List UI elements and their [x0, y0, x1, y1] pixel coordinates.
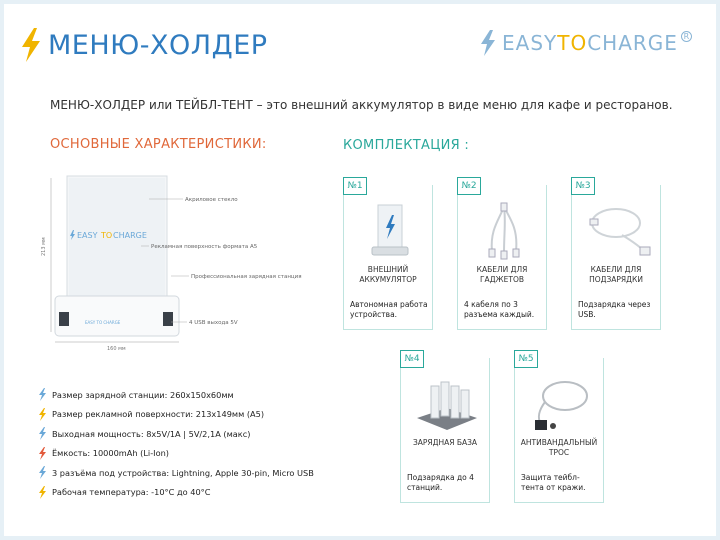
callout-acrylic: Акриловое стекло: [185, 197, 238, 203]
spec-text: Размер рекламной поверхности: 213х149мм (А5): [52, 409, 265, 420]
header: [20, 28, 268, 62]
usb-cable-icon: [582, 201, 654, 261]
panel-brand: [70, 230, 147, 240]
features-heading: ОСНОВНЫЕ ХАРАКТЕРИСТИКИ:: [50, 137, 267, 152]
logo-bolt-icon: [480, 30, 496, 56]
lightning-bolt-icon: [38, 427, 47, 440]
spec-item: [38, 444, 314, 464]
svg-text:CHARGE: CHARGE: [113, 231, 147, 240]
kit-card-number: №4: [400, 350, 424, 368]
kit-card-number: №2: [457, 177, 481, 195]
kit-card-title: КАБЕЛИ ДЛЯ ПОДЗАРЯДКИ: [589, 265, 643, 284]
dim-width: 160 мм: [107, 346, 126, 352]
spec-list: [38, 385, 314, 502]
spec-text: 3 разъёма под устройства: Lightning, Apple 30-pin, Micro USB: [52, 467, 314, 478]
kit-card-title: ВНЕШНИЙ АККУМУЛЯТОР: [359, 265, 417, 284]
lightning-bolt-icon: [38, 447, 47, 460]
svg-text:EASY TO CHARGE: EASY TO CHARGE: [85, 320, 121, 325]
kit-heading: КОМПЛЕКТАЦИЯ :: [343, 138, 470, 153]
logo-word-easy: EASY: [502, 31, 558, 55]
kit-card-title: КАБЕЛИ ДЛЯ ГАДЖЕТОВ: [476, 265, 528, 284]
kit-card: [571, 181, 661, 330]
frame-left: [0, 0, 4, 540]
lightning-bolt-icon: [38, 408, 47, 421]
spec-text: Рабочая температура: -10°С до 40°С: [52, 487, 211, 498]
battery-stand-icon: [354, 201, 426, 261]
kit-card-number: №1: [343, 177, 367, 195]
callout-station: Профессиональная зарядная станция: [191, 274, 302, 280]
callout-ad-surface: Рекламная поверхность формата А5: [151, 244, 258, 250]
lightning-bolt-icon: [38, 486, 47, 499]
svg-text:TO: TO: [101, 231, 113, 240]
brand-logo: [480, 30, 692, 56]
spec-item: [38, 385, 314, 405]
spec-item: [38, 483, 314, 503]
kit-card-desc: Подзарядка до 4 станций.: [407, 473, 474, 492]
spec-text: Размер зарядной станции: 260х150х60мм: [52, 389, 234, 400]
kit-card-title: ЗАРЯДНАЯ БАЗА: [412, 438, 478, 447]
kit-card-desc: 4 кабеля по 3 разъема каждый.: [464, 300, 535, 319]
kit-card: [343, 181, 433, 330]
kit-card-desc: Подзарядка через USB.: [578, 300, 651, 319]
kit-card-desc: Автономная работа устройства.: [350, 300, 428, 319]
spec-text: Ёмкость: 10000mAh (Li-Ion): [52, 448, 169, 459]
kit-card: [514, 354, 604, 503]
logo-word-to: TO: [557, 31, 588, 55]
kit-card-number: №3: [571, 177, 595, 195]
lock-cable-icon: [525, 374, 597, 434]
kit-card: [457, 181, 547, 330]
kit-card-number: №5: [514, 350, 538, 368]
spec-text: Выходная мощность: 8х5V/1A | 5V/2,1A (макс): [52, 428, 251, 439]
logo-word-charge: CHARGE: [587, 31, 678, 55]
svg-text:EASY: EASY: [77, 231, 98, 240]
registered-mark: R: [681, 31, 692, 42]
callout-usb: 4 USB выхода 5V: [189, 320, 238, 326]
product-illustration: [41, 172, 302, 352]
spec-item: [38, 424, 314, 444]
cables-icon: [468, 201, 540, 261]
frame-top: [0, 0, 720, 4]
lightning-bolt-icon: [38, 466, 47, 479]
spec-item: [38, 463, 314, 483]
dim-height: 213 мм: [41, 237, 47, 256]
kit-card-title: АНТИВАНДАЛЬНЫЙ ТРОС: [520, 438, 598, 457]
frame-bottom: [0, 536, 720, 540]
page-subtitle: МЕНЮ-ХОЛДЕР или ТЕЙБЛ-ТЕНТ – это внешний аккумулятор в виде меню для кафе и ресторанов.: [50, 98, 673, 112]
charging-base-icon: [411, 374, 483, 434]
kit-card: [400, 354, 490, 503]
page-title: МЕНЮ-ХОЛДЕР: [48, 29, 268, 61]
lightning-bolt-icon: [20, 28, 42, 62]
kit-card-desc: Защита тейбл-тента от кражи.: [521, 473, 586, 492]
lightning-bolt-icon: [38, 388, 47, 401]
spec-item: [38, 405, 314, 425]
frame-right: [716, 0, 720, 540]
